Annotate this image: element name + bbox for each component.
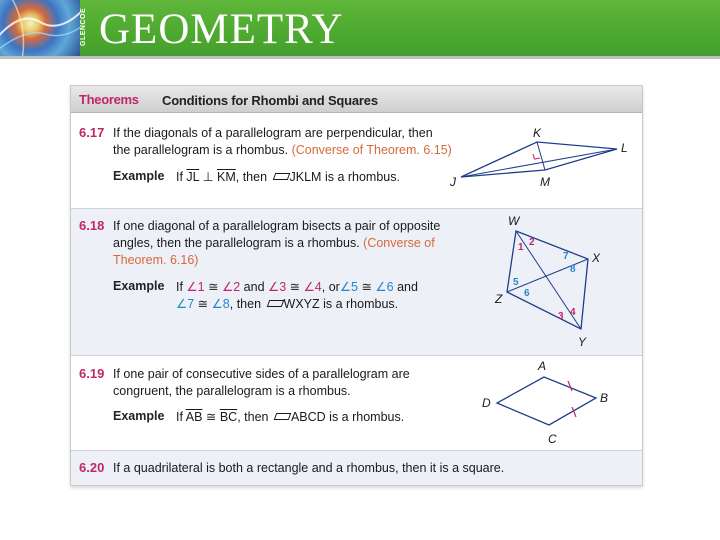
brand-publisher: GLENCOE [80, 7, 87, 46]
angle-number-6: 6 [524, 288, 530, 299]
vertex-label-m: M [540, 175, 550, 189]
theorem-statement: If the diagonals of a parallelogram are perpendicular, then the parallelogram is a rhombus. (Converse of Theorem. 6.15) [113, 126, 452, 157]
panel-label: Theorems [79, 92, 139, 107]
theorem-reference: (Converse of Theorem. 6.16) [113, 236, 435, 267]
theorem-reference: (Converse of Theorem. 6.15) [291, 143, 452, 157]
angle-number-4: 4 [570, 307, 576, 318]
figure-rhombus-abcd [476, 356, 636, 450]
angle-number-1: 1 [518, 242, 524, 253]
angle-number-2: 2 [529, 237, 535, 248]
panel-header [71, 86, 642, 113]
parallelogram-icon [274, 413, 292, 420]
theorem-statement: If a quadrilateral is both a rectangle and a rhombus, then it is a square. [113, 461, 505, 475]
example-label: Example [113, 279, 165, 293]
theorem-row-6-19 [71, 356, 642, 450]
theorem-number: 6.20 [79, 460, 105, 475]
vertex-label-b: B [600, 391, 609, 405]
theorem-statement: If one diagonal of a parallelogram bisects a pair of opposite angles, then the parallelogram is a rhombus. (Converse of Theorem. 6.16) [113, 219, 441, 267]
vertex-label-d: D [482, 396, 491, 410]
example-text: If $\overline{AB}$ ≅ $\overline{BC}$, then ABCD is a rhombus. [176, 410, 405, 424]
theorem-panel [70, 85, 643, 486]
example-text: If ∠1 ≅ ∠2 and ∠3 ≅ ∠4, or∠5 ≅ ∠6 and ∠7 ≅ ∠8, then WXYZ is a rhombus. [176, 280, 418, 311]
theorem-statement: If one pair of consecutive sides of a parallelogram are congruent, the parallelogram is a rhombus. [113, 367, 410, 398]
example-label: Example [113, 169, 165, 183]
angle-number-7: 7 [563, 251, 569, 262]
vertex-label-c: C [548, 432, 557, 446]
theorem-row-6-20 [71, 451, 642, 485]
theorem-row-6-18 [71, 209, 642, 355]
example-text: If $\overline{JL}$ ⊥ $\overline{KM}$, then JKLM is a rhombus. [176, 170, 400, 184]
vertex-label-w: W [508, 214, 520, 228]
header-divider [0, 56, 720, 59]
vertex-label-j: J [450, 175, 456, 189]
figure-rhombus-jklm [449, 114, 639, 208]
figure-rhombus-wxyz [486, 209, 636, 355]
angle-number-8: 8 [570, 264, 576, 275]
logo-swirl-icon [0, 0, 80, 56]
vertex-label-k: K [533, 126, 542, 140]
brand-title: GEOMETRY [99, 6, 344, 53]
theorem-number: 6.18 [79, 218, 105, 233]
parallelogram-icon [272, 173, 290, 180]
vertex-label-z: Z [495, 292, 503, 306]
angle-number-3: 3 [558, 311, 564, 322]
example-label: Example [113, 409, 165, 423]
angle-number-5: 5 [513, 277, 519, 288]
vertex-label-l: L [621, 141, 628, 155]
theorem-number: 6.17 [79, 125, 105, 140]
vertex-label-a: A [538, 359, 547, 373]
vertex-label-x: X [592, 251, 601, 265]
vertex-label-y: Y [578, 335, 587, 349]
theorem-row-6-17 [71, 114, 642, 208]
theorem-number: 6.19 [79, 366, 105, 381]
panel-title: Conditions for Rhombi and Squares [162, 93, 378, 108]
parallelogram-icon [266, 300, 284, 307]
